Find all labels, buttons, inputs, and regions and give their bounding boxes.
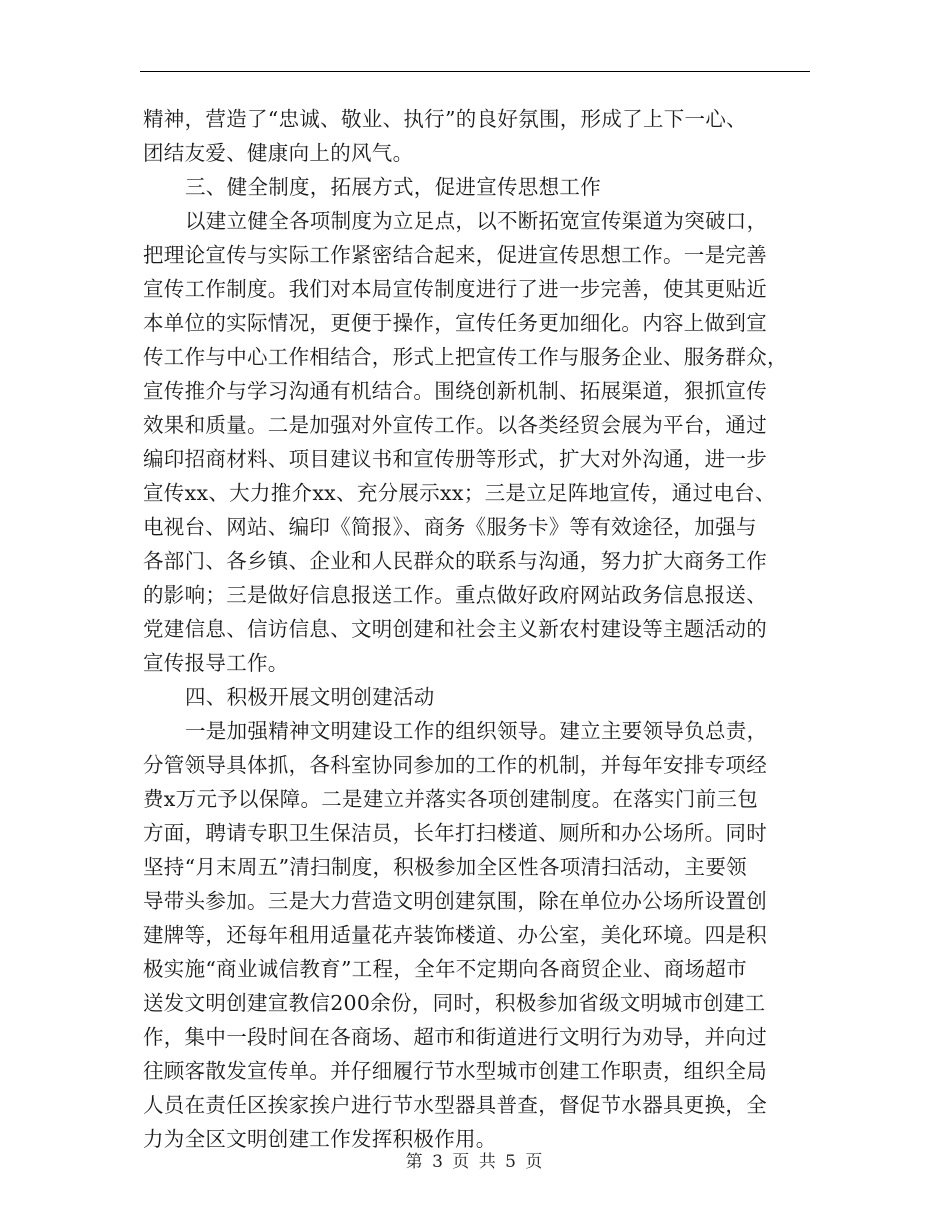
- text-line: 把理论宣传与实际工作紧密结合起来，促进宣传思想工作。一是完善: [143, 243, 767, 267]
- text-line: 坚持“月末周五”清扫制度，积极参加全区性各项清扫活动，主要领: [143, 855, 747, 879]
- text-line: 电视台、网站、编印《简报》、商务《服务卡》等有效途径，加强与: [143, 515, 757, 539]
- text-line: 导带头参加。三是大力营造文明创建氛围，除在单位办公场所设置创: [143, 889, 767, 913]
- text-line: 建牌等，还每年租用适量花卉装饰楼道、办公室，美化环境。四是积: [143, 923, 767, 947]
- text-line: 效果和质量。二是加强对外宣传工作。以各类经贸会展为平台，通过: [143, 413, 767, 437]
- text-line: 人员在责任区挨家挨户进行节水型器具普查，督促节水器具更换，全: [143, 1093, 767, 1117]
- document-body: [143, 102, 811, 1156]
- section-heading: 三、健全制度，拓展方式，促进宣传思想工作: [185, 175, 601, 199]
- text-line: 宣传推介与学习沟通有机结合。围绕创新机制、拓展渠道，狠抓宣传: [143, 379, 767, 403]
- text-line: 一是加强精神文明建设工作的组织领导。建立主要领导负总责，: [185, 719, 768, 743]
- text-line: 本单位的实际情况，更便于操作，宣传任务更加细化。内容上做到宣: [143, 311, 767, 335]
- page-number: 第 3 页 共 5 页: [405, 1152, 545, 1172]
- text-line: 方面，聘请专职卫生保洁员，长年打扫楼道、厕所和办公场所。同时: [143, 821, 767, 845]
- text-line: 编印招商材料、项目建议书和宣传册等形式，扩大对外沟通，进一步: [143, 447, 767, 471]
- text-line: 分管领导具体抓，各科室协同参加的工作的机制，并每年安排专项经: [143, 753, 767, 777]
- text-line: 极实施“商业诚信教育”工程，全年不定期向各商贸企业、商场超市: [143, 957, 747, 981]
- text-line: 传工作与中心工作相结合，形式上把宣传工作与服务企业、服务群众，: [143, 345, 788, 369]
- text-line: 精神，营造了“忠诚、敬业、执行”的良好氛围，形成了上下一心、: [143, 107, 747, 131]
- text-line: 各部门、各乡镇、企业和人民群众的联系与沟通，努力扩大商务工作: [143, 549, 767, 573]
- text-line: 宣传报导工作。: [143, 651, 289, 675]
- section-heading: 四、积极开展文明创建活动: [185, 685, 435, 709]
- text-line: 送发文明创建宣教信200余份，同时，积极参加省级文明城市创建工: [143, 991, 766, 1015]
- text-line: 宣传xx、大力推介xx、充分展示xx；三是立足阵地宣传，通过电台、: [143, 481, 776, 505]
- text-line: 宣传工作制度。我们对本局宣传制度进行了进一步完善，使其更贴近: [143, 277, 767, 301]
- text-line: 党建信息、信访信息、文明创建和社会主义新农村建设等主题活动的: [143, 617, 767, 641]
- text-line: 作，集中一段时间在各商场、超市和街道进行文明行为劝导，并向过: [143, 1025, 767, 1049]
- text-line: 力为全区文明创建工作发挥积极作用。: [143, 1127, 497, 1151]
- text-line: 费x万元予以保障。二是建立并落实各项创建制度。在落实门前三包: [143, 787, 759, 811]
- text-line: 的影响；三是做好信息报送工作。重点做好政府网站政务信息报送、: [143, 583, 767, 607]
- header-rule: [140, 71, 810, 72]
- text-line: 团结友爱、健康向上的风气。: [143, 141, 414, 165]
- text-line: 以建立健全各项制度为立足点，以不断拓宽宣传渠道为突破口，: [185, 209, 768, 233]
- text-line: 往顾客散发宣传单。并仔细履行节水型城市创建工作职责，组织全局: [143, 1059, 767, 1083]
